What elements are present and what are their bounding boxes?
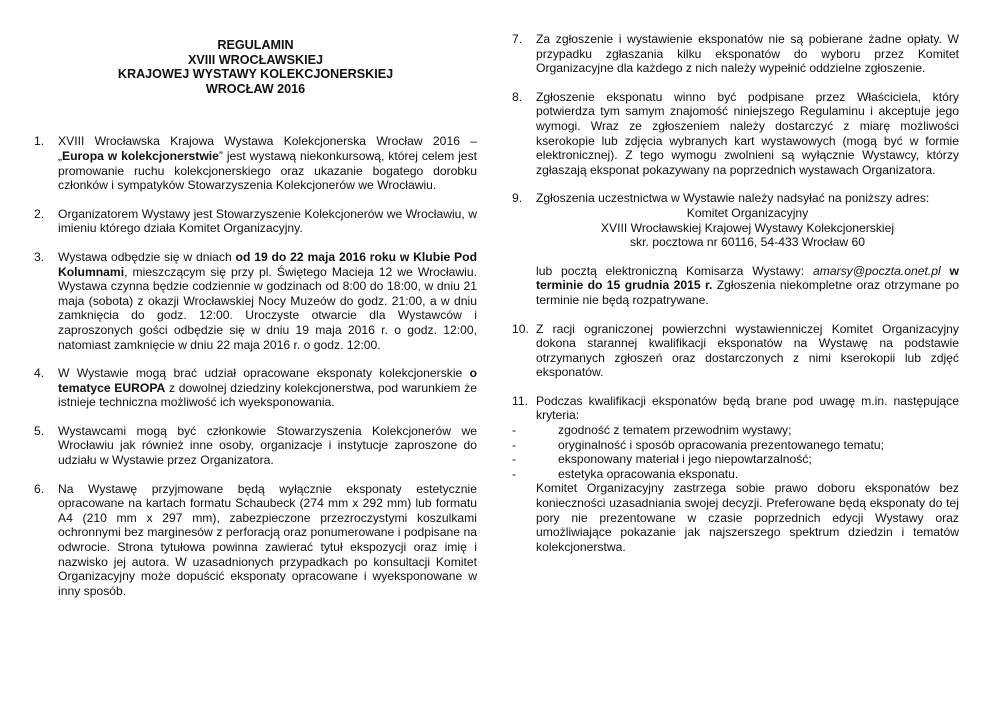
clause-text <box>536 264 959 308</box>
mailing-address <box>536 206 959 250</box>
clause-text-part: W Wystawie mogą brać udział opracowane eksponaty kolekcjonerskie <box>58 366 470 381</box>
clause-emphasis: Europa w kolekcjonerstwie <box>62 148 219 163</box>
clause-text: Za zgłoszenie i wystawienie eksponatów nie są pobierane żadne opłaty. W przypadku zgłaszania kilku eksponatów do wyboru przez Komitet Organizacyjne dla każdego z nich należy wypełnić oddzielne zgłoszenie. <box>536 32 959 76</box>
clause-text: Wystawcami mogą być członkowie Stowarzyszenia Kolekcjonerów we Wrocławiu jak również inne osoby, organizacje i instytucje zaproszone do udziału w Wystawie przez Organizatora. <box>58 423 477 468</box>
clause-number: 10. <box>512 321 529 336</box>
clause-text <box>58 134 477 192</box>
clause-number: 4. <box>34 366 45 381</box>
criteria-item <box>512 437 959 453</box>
clause-number: 2. <box>34 206 45 221</box>
clause-text: Z racji ograniczonej powierzchni wystawienniczej Komitet Organizacyjny dokona starannej kwalifikacji eksponatów na Wystawę na podstawie otrzymanych zgłoszeń oraz dostarczonych z nimi kserokopii lub zdjęć eksponatów. <box>536 321 959 380</box>
clause-number: 3. <box>34 249 45 264</box>
clause-number: 6. <box>34 481 45 496</box>
clause-number: 7. <box>512 32 523 46</box>
clause-5 <box>34 424 477 468</box>
clause-3 <box>34 250 477 352</box>
clause-text-part: XVIII Wrocławska Krajowa Wystawa Kolekcjonerska Wrocław 2016 – „ <box>58 134 477 163</box>
clause-emphasis: od 19 do 22 maja 2016 roku w Klubie Pod Kolumnami <box>58 249 477 279</box>
clause-number: 1. <box>34 134 45 149</box>
clause-9 <box>512 191 959 307</box>
criteria-text: estetyka opracowania eksponatu. <box>558 466 739 481</box>
clause-text <box>58 250 477 352</box>
clause-text: Zgłoszenie eksponatu winno być podpisane przez Właściciela, który potwierdza tym samym znajomość niniejszego Regulaminu i akceptuje jego wymogi. Wraz ze zgłoszeniem należy dostarczyć z miarę możliwości kserokopie lub zdjęcia wybranych kart wystawowych (mogą być w formie elektronicznej). Z tego wymogu zwolnieni są wyłącznie Wystawcy, którzy zgłaszają eksponat pokazywany na poprzednich wystawach Organizatora. <box>536 89 959 177</box>
clause-7 <box>512 32 959 76</box>
clause-text: Komitet Organizacyjny zastrzega sobie prawo doboru eksponatów bez konieczności uzasadniania swojej decyzji. Preferowane będą eksponaty do tej pory nie prezentowane w czasie poprzednich edycji Wystawy oraz umożliwiające pokazanie jak najszerszego spektrum dziedzin i tematów kolekcjonerstwa. <box>536 481 959 554</box>
clause-number: 8. <box>512 89 523 104</box>
dash-bullet: - <box>512 437 517 452</box>
clause-text: Zgłoszenia uczestnictwa w Wystawie należy nadsyłać na poniższy adres: <box>536 191 930 206</box>
clause-text: Organizatorem Wystawy jest Stowarzyszenie Kolekcjonerów we Wrocławiu, w imieniu którego działa Komitet Organizacyjny. <box>58 206 477 236</box>
clause-text-part: , mieszczącym się przy pl. Świętego Macieja 12 we Wrocławiu. Wystawa czynna będzie codziennie w godzinach od 8:00 do 18:00, w dniu 21 maja (sobota) z okazji Wrocławskiej Nocy Muzeów do godz. 21:00, a w dniu zamknięcia do godz. 12:00. Uroczyste otwarcie dla Wystawców i zaproszonych gości odbędzie się w dniu 19 maja 2016 r. o godz. 12:00, natomiast zamknięcie w dniu 22 maja 2016 r. o godz. 12:00. <box>58 264 477 352</box>
clause-text-part: ” jest wystawą niekonkursową, której celem jest promowanie ruchu kolekcjonerskiego oraz ukazanie bogatego dorobku członków i sympatyków Stowarzyszenia Kolekcjonerów we Wrocławiu. <box>58 148 477 193</box>
clause-number: 9. <box>512 191 523 206</box>
criteria-item <box>512 423 959 438</box>
clause-4 <box>34 366 477 410</box>
clause-text-part: Wystawa odbędzie się w dniach <box>58 249 236 264</box>
clause-text: Na Wystawę przyjmowane będą wyłącznie eksponaty estetycznie opracowane na kartach formatu Schaubeck (274 mm x 292 mm) lub formatu A4 (210 mm x 297 mm), zabezpieczone przezroczystymi koszulkami ochronnymi bez marginesów z perforacją oraz ponumerowane i podpisane na odwrocie. Strona tytułowa powinna zawierać tytuł ekspozycji oraz imię i nazwisko jej autora. W uzasadnionych przypadkach po konsultacji Komitet Organizacyjny może dopuścić eksponaty opracowane i wyeksponowane w inny sposób. <box>58 481 477 598</box>
clause-number: 11. <box>512 393 528 408</box>
deadline-emphasis: w terminie do 15 grudnia 2015 r. <box>536 263 959 293</box>
email-address: amarsy@poczta.onet.pl <box>812 263 941 278</box>
clause-11 <box>512 394 959 555</box>
clause-emphasis: o tematyce EUROPA <box>58 366 477 395</box>
address-line-2: XVIII Wrocławskiej Krajowej Wystawy Kolekcjonerskiej <box>600 220 895 235</box>
title-line-4: WROCŁAW 2016 <box>205 81 306 96</box>
criteria-text: zgodność z tematem przewodnim wystawy; <box>558 423 792 438</box>
clause-number: 5. <box>34 423 45 438</box>
criteria-text: eksponowany materiał i jego niepowtarzalność; <box>558 452 812 467</box>
right-column <box>512 32 959 554</box>
address-line-3: skr. pocztowa nr 60116, 54-433 Wrocław 60 <box>629 235 866 250</box>
criteria-item <box>512 452 959 467</box>
title-line-1: REGULAMIN <box>217 38 294 52</box>
clause-1 <box>34 134 477 192</box>
dash-bullet: - <box>512 423 517 438</box>
clause-8 <box>512 90 959 178</box>
clause-text: Podczas kwalifikacji eksponatów będą brane pod uwagę m.in. następujące kryteria: <box>536 393 959 423</box>
dash-bullet: - <box>512 452 517 467</box>
title-line-2: XVIII WROCŁAWSKIEJ <box>187 52 324 67</box>
clause-text-part: z dowolnej dziedziny kolekcjonerstwa, pod warunkiem że istnieje techniczna możliwość ich wyeksponowania. <box>58 380 477 410</box>
criteria-item <box>512 466 959 482</box>
document-title <box>34 38 477 96</box>
clause-10 <box>512 322 959 380</box>
address-line-1: Komitet Organizacyjny <box>686 205 809 220</box>
title-line-3: KRAJOWEJ WYSTAWY KOLEKCJONERSKIEJ <box>117 67 394 82</box>
left-column <box>34 32 477 598</box>
clause-text-part: Zgłoszenia niekompletne oraz otrzymane po terminie nie będą rozpatrywane. <box>536 278 959 307</box>
clause-text-part: lub pocztą elektroniczną Komisarza Wystawy: <box>536 263 813 278</box>
clause-text <box>58 366 477 410</box>
clause-2 <box>34 207 477 236</box>
criteria-text: oryginalność i sposób opracowania prezentowanego tematu; <box>558 437 884 452</box>
dash-bullet: - <box>512 466 517 481</box>
clause-6 <box>34 482 477 599</box>
